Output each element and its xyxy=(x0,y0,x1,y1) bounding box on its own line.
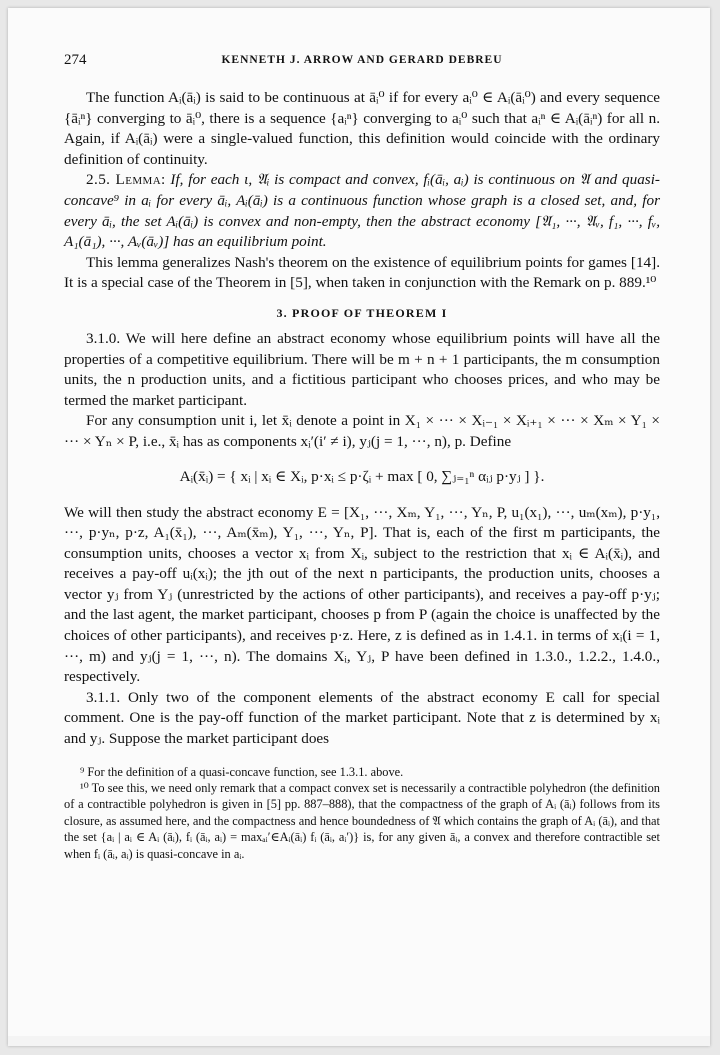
paragraph-3-1-1: 3.1.1. Only two of the component elements of the abstract economy E call for special comment. One is the pay-off function of the market participant. Note that z is determined by xᵢ and yⱼ. Suppose the market participant does xyxy=(64,688,660,748)
page-content xyxy=(64,52,660,862)
page-header xyxy=(64,52,660,74)
document-page xyxy=(8,8,710,1046)
lemma-label: 2.5. Lemma: xyxy=(86,171,166,189)
paragraph-3-1-0: 3.1.0. We will here define an abstract economy whose equilibrium points will have all the properties of a competitive equilibrium. There will be m + n + 1 participants, the m consumption units, the n production units, and a fictitious participant who chooses prices, and who may be termed the market participant. xyxy=(64,329,660,409)
footnote-10-text: ¹⁰ To see this, we need only remark that a compact convex set is necessarily a contractible polyhedron (the definition of a contractible polyhedron is given in [5] pp. 887–888), that the compactness of the graph of Aᵢ (āᵢ) follows from its closure, as assumed here, and the compactness and hence boundedness of 𝔄 which contains the graph of Aᵢ (āᵢ), and that the set {aᵢ | aᵢ ∈ Aᵢ (āᵢ), fᵢ (āᵢ, aᵢ) = maxₐᵢ′∈Aᵢ(āᵢ) fᵢ (āᵢ, aᵢ′)} is, for any given āᵢ, a convex and therefore contractible set when fᵢ (āᵢ, aᵢ) is quasi-concave in aᵢ. xyxy=(64,781,660,861)
budget-set-equation: Aᵢ(x̄ᵢ) = { xᵢ | xᵢ ∈ Xᵢ, p·xᵢ ≤ p·ζᵢ + max [ 0, ∑ⱼ₌₁ⁿ αᵢⱼ p·yⱼ ] }. xyxy=(179,467,545,485)
continuity-definition-paragraph: The function Aᵢ(āᵢ) is said to be continuous at āᵢ⁰ if for every aᵢ⁰ ∈ Aᵢ(āᵢ⁰) and every sequence {āᵢⁿ} converging to āᵢ⁰, there is a sequence {aᵢⁿ} converging to aᵢ⁰ such that aᵢⁿ ∈ Aᵢ(āᵢⁿ) for all n. Again, if Aᵢ(āᵢ) were a single-valued function, this definition would coincide with the ordinary definition of continuity. xyxy=(64,89,660,168)
running-head: KENNETH J. ARROW AND GERARD DEBREU xyxy=(221,54,503,66)
abstract-economy-paragraph: We will then study the abstract economy E = [X₁, ···, Xₘ, Y₁, ···, Yₙ, P, u₁(x₁), ···, uₘ(xₘ), p·y₁, ···, p·yₙ, p·z, A₁(x̄₁), ···, Aₘ(x̄ₘ), Y₁, ···, Yₙ, P]. That is, each of the first m participants, the consumption units, chooses a vector xᵢ from Xᵢ, subject to the restriction that xᵢ ∈ Aᵢ(x̄ᵢ), and receives a pay-off uᵢ(xᵢ); the jth out of the next n participants, the production units, chooses a vector yⱼ from Yⱼ (unrestricted by the actions of other participants), and receives a pay-off p·yⱼ; and the last agent, the market participant, chooses p from P (again the choice is unaffected by the choices of other participants), and receives p·z. Here, z is defined as in 1.4.1. in terms of xᵢ(i = 1, ···, m) and yⱼ(j = 1, ···, n). The domains Xᵢ, Yⱼ, P have been defined in 1.3.0., 1.2.2., 1.4.0., respectively. xyxy=(64,503,660,686)
lemma-statement: If, for each ι, 𝔄ᵢ is compact and convex, fᵢ(āᵢ, aᵢ) is continuous on 𝔄 and quasi-concave⁹ in aᵢ for every āᵢ, Aᵢ(āᵢ) is a continuous function whose graph is a closed set, and, for every āᵢ, the set Aᵢ(āᵢ) is convex and non-empty, then the abstract economy [𝔄₁, ···, 𝔄ᵥ, f₁, ···, fᵥ, A₁(ā₁), ···, Aᵥ(āᵥ)] has an equilibrium point. xyxy=(64,171,660,251)
page-bottom-edge xyxy=(8,1036,710,1046)
section-heading: 3. PROOF OF THEOREM I xyxy=(276,305,448,320)
page-number: 274 xyxy=(64,52,87,68)
consumption-unit-paragraph: For any consumption unit i, let x̄ᵢ denote a point in X₁ × ··· × Xᵢ₋₁ × Xᵢ₊₁ × ··· × Xₘ × Y₁ × ··· × Yₙ × P, i.e., x̄ᵢ has as components xᵢ′(i′ ≠ i), yⱼ(j = 1, ···, n), p. Define xyxy=(64,412,660,450)
lemma-comment-paragraph: This lemma generalizes Nash's theorem on the existence of equilibrium points for games [14]. It is a special case of the Theorem in [5], when taken in conjunction with the Remark on p. 889.¹⁰ xyxy=(64,253,660,292)
footnote-10 xyxy=(64,780,660,862)
lemma-paragraph xyxy=(64,170,660,252)
footnote-9-text: ⁹ For the definition of a quasi-concave function, see 1.3.1. above. xyxy=(80,764,404,779)
footnote-9 xyxy=(64,764,660,780)
